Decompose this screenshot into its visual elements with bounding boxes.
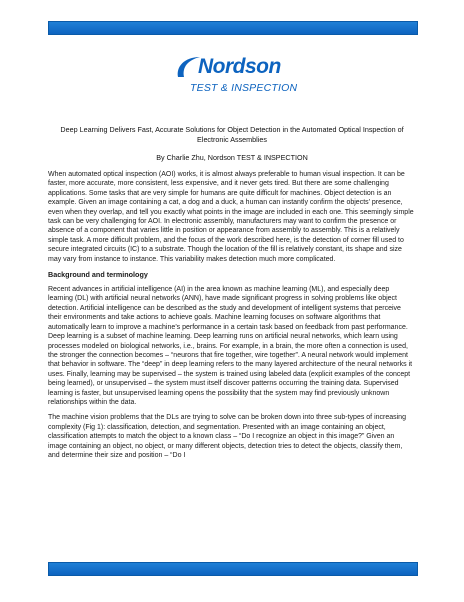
section-heading: Background and terminology: [48, 270, 148, 280]
paragraph-intro: When automated optical inspection (AOI) works, it is almost always preferable to human visual inspection. It can be faster, more accurate, more consistent, less expensive, and it never gets tired. But there are some challenging applications. Some tasks that are very simple for humans are quite difficult for machines. Object detection is an example. Given an image containing a cat, a dog and a duck, a human can instantly confirm the objects’ presence, even when they overlap, and tell you exactly what points in the image are included in each one. This seemingly simple task can be very challenging for AOI. In electronic assembly, manufacturers may want to confirm the presence or absence of a component that varies little in position or appearance from assembly to assembly. This is a relatively simple task. A more difficult problem, and the focus of the work described here, is the detection of corner fill used to secure integrated circuits (IC) to a substrate. Though the location of the fill is relatively constant, its shape and size may vary from instance to instance. This variability makes detection much more complicated.: [48, 171, 414, 263]
document-title: Deep Learning Delivers Fast, Accurate Solutions for Object Detection in the Automated Optical Inspection of Electronic Assemblies: [60, 125, 404, 144]
nordson-logo: [174, 55, 304, 99]
logo-subtitle: TEST & INSPECTION: [190, 82, 298, 94]
document-byline: By Charlie Zhu, Nordson TEST & INSPECTION: [156, 153, 308, 162]
document-body: [48, 170, 414, 466]
paragraph-background: Recent advances in artificial intelligence (AI) in the area known as machine learning (ML), and especially deep learning (DL) with artificial neural networks (ANN), have made significant progress in solving problems like object detection. Artificial intelligence can be described as the study and development of intelligent systems that perceive their environments and take actions to achieve goals. Machine learning focuses on software algorithms that automatically learn to improve a machine’s performance in a certain task based on feedback from past performance. Deep learning is a subset of machine learning. Deep learning runs on artificial neural networks, which learn using processes modeled on biological networks, i.e., brains. For example, in a brain, the more often a connection is used, the stronger the connection becomes – “neurons that fire together, wire together”. A neural network would implement that behavior in software. The “deep” in deep learning refers to the many layered architecture of the neural networks it uses. Finally, learning may be supervised – the system is trained using labeled data (explicit examples of the concept being learned), or unsupervised – the system must itself discover patterns occurring the training data. Supervised learning is faster, but unsupervised learning opens the possibility that the system may find previously unknown relationships within the data.: [48, 286, 413, 406]
paragraph-vision-problems: The machine vision problems that the DLs are trying to solve can be broken down into three sub-types of increasing complexity (Fig 1): classification, detection, and segmentation. Presented with an image containing an object, classification attempts to match the object to a known class – “Do I recognize an object in this image?” Given an image containing an object, no object, or many different objects, detection tries to detect the objects, classify them, and determine their size and position – “Do I: [48, 414, 406, 459]
logo-name: Nordson: [198, 55, 281, 78]
header-bar: [48, 21, 418, 35]
footer-bar: [48, 562, 418, 576]
